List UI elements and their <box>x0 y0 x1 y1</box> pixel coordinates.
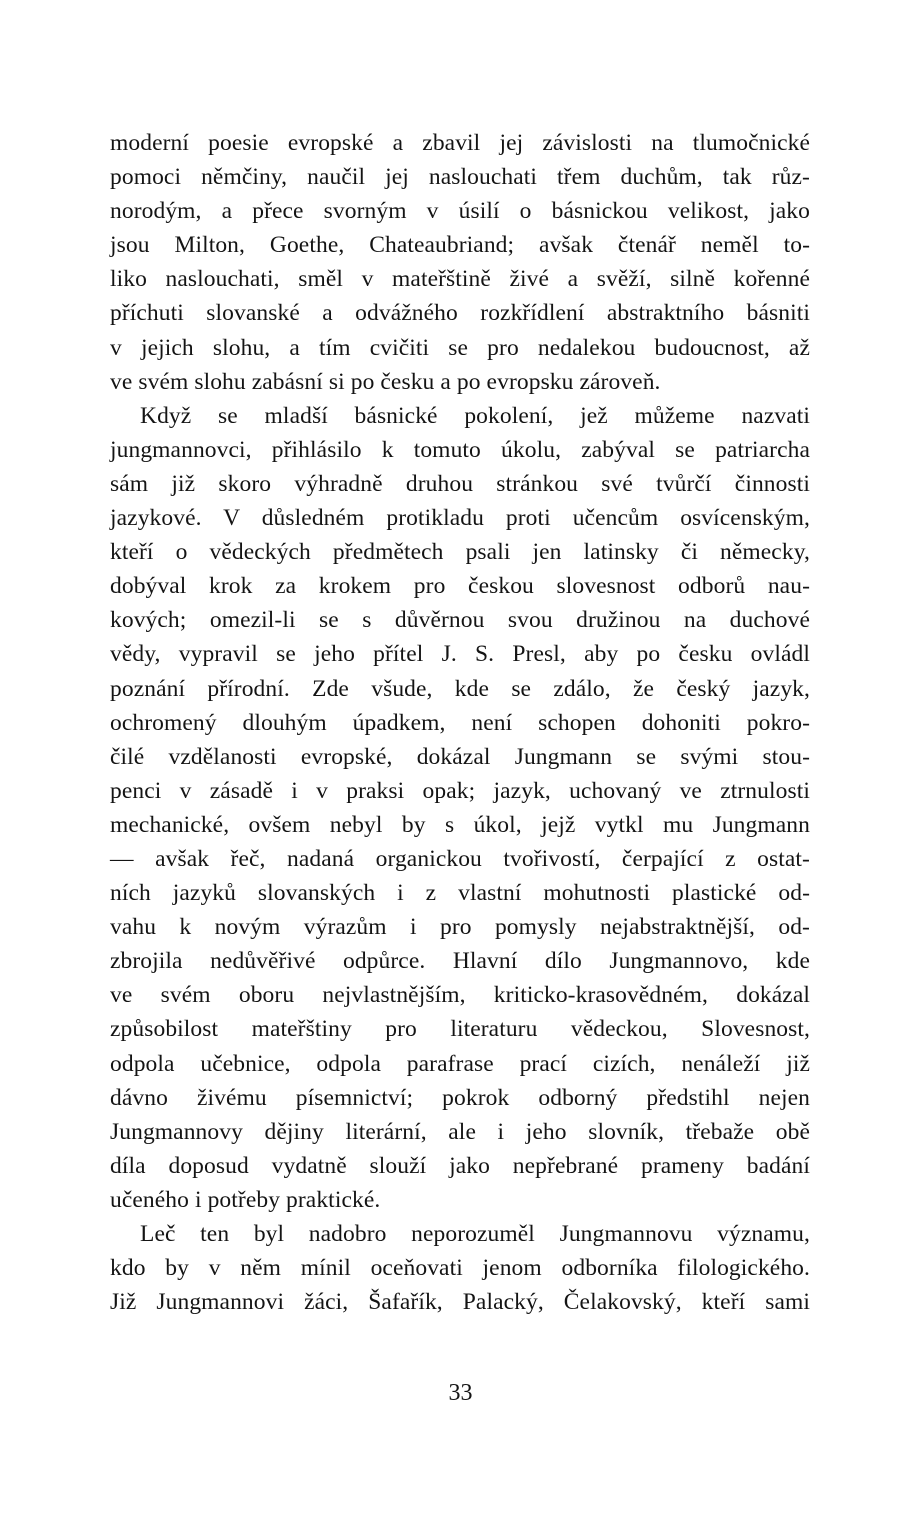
text-line: Jungmannovy dějiny literární, ale i jeho slovník, třebaže obě <box>110 1118 810 1145</box>
text-line: norodým, a přece svorným v úsilí o básnickou velikost, jako <box>110 198 810 225</box>
text-line: poznání přírodní. Zde všude, kde se zdálo, že český jazyk, <box>110 675 810 702</box>
text-line: — avšak řeč, nadaná organickou tvořivostí, čerpající z ostat- <box>110 845 810 872</box>
text-line: mechanické, ovšem nebyl by s úkol, jejž vytkl mu Jungmann <box>110 811 810 838</box>
text-line: pomoci němčiny, naučil jej naslouchati třem duchům, tak růz- <box>110 164 810 191</box>
text-line: dávno živému písemnictví; pokrok odborný předstihl nejen <box>110 1084 810 1111</box>
text-line: způsobilost mateřštiny pro literaturu vědeckou, Slovesnost, <box>110 1016 810 1043</box>
text-line: ve svém slohu zabásní si po česku a po evropsku zároveň. <box>110 368 661 395</box>
text-line: kových; omezil-li se s důvěrnou svou družinou na duchové <box>110 607 810 634</box>
text-line: dobýval krok za krokem pro českou slovesnost odborů nau- <box>110 573 810 600</box>
text-line: sám již skoro výhradně druhou stránkou své tvůrčí činnosti <box>110 470 810 497</box>
text-line: ve svém oboru nejvlastnějším, kriticko-krasovědném, dokázal <box>110 982 810 1009</box>
text-line: penci v zásadě i v praksi opak; jazyk, uchovaný ve ztrnulosti <box>110 777 810 804</box>
text-line: jsou Milton, Goethe, Chateaubriand; avšak čtenář neměl to- <box>110 232 810 259</box>
text-line: ochromený dlouhým úpadkem, není schopen dohoniti pokro- <box>110 709 810 736</box>
text-line: jazykové. V důsledném protikladu proti učencům osvícenským, <box>110 505 810 532</box>
text-line: kdo by v něm mínil oceňovati jenom odborníka filologického. <box>110 1255 810 1282</box>
text-line: díla doposud vydatně slouží jako nepřebrané prameny badání <box>110 1152 810 1179</box>
text-line: v jejich slohu, a tím cvičiti se pro nedalekou budoucnost, až <box>110 334 810 361</box>
text-line: vahu k novým výrazům i pro pomysly nejabstraktnější, od- <box>110 914 810 941</box>
text-line: jungmannovci, přihlásilo k tomuto úkolu, zabýval se patriarcha <box>110 436 810 463</box>
text-line: liko naslouchati, směl v mateřštině živé a svěží, silně kořenné <box>110 266 810 293</box>
text-line: kteří o vědeckých předmětech psali jen latinsky či německy, <box>110 539 810 566</box>
text-line: moderní poesie evropské a zbavil jej závislosti na tlumočnické <box>110 130 810 156</box>
text-line: odpola učebnice, odpola parafrase prací cizích, nenáleží již <box>110 1050 810 1077</box>
text-line: Již Jungmannovi žáci, Šafařík, Palacký, Čelakovský, kteří sami <box>110 1289 810 1316</box>
paragraph <box>110 1217 810 1319</box>
text-line: ních jazyků slovanských i z vlastní mohutnosti plastické od- <box>110 880 810 907</box>
text-line: zbrojila nedůvěřivé odpůrce. Hlavní dílo Jungmannovo, kde <box>110 948 810 975</box>
text-line: Leč ten byl nadobro neporozuměl Jungmannovu významu, <box>140 1221 810 1247</box>
text-line: vědy, vypravil se jeho přítel J. S. Presl, aby po česku ovládl <box>110 641 810 668</box>
paragraph <box>110 126 810 399</box>
text-line: příchuti slovanské a odvážného rozkřídlení abstraktního básniti <box>110 300 810 327</box>
paragraph <box>110 399 810 1217</box>
body-text <box>110 126 810 1319</box>
text-line: Když se mladší básnické pokolení, jež můžeme nazvati <box>140 402 810 429</box>
page-number: 33 <box>448 1380 473 1406</box>
text-line: čilé vzdělanosti evropské, dokázal Jungmann se svými stou- <box>110 743 810 770</box>
text-line: učeného i potřeby praktické. <box>110 1186 381 1213</box>
